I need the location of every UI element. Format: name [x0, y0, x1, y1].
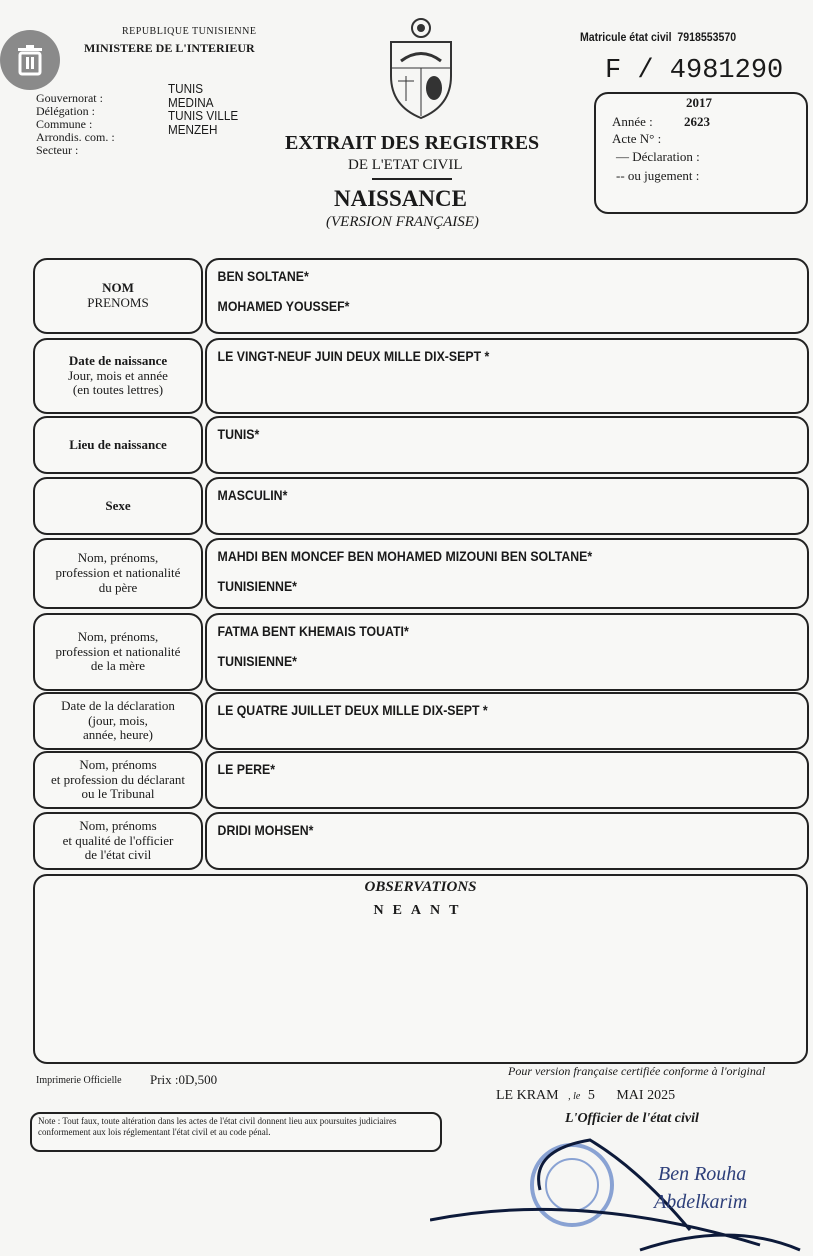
row-label-line: Nom, prénoms, [77, 628, 159, 644]
matricule-value: 7918553570 [677, 30, 737, 44]
row-value-line: DRIDI MOHSEN* [217, 822, 314, 838]
admin-values [168, 82, 238, 136]
arrondissement-value: MENZEH [168, 121, 218, 137]
svg-text:Abdelkarim: Abdelkarim [654, 1191, 748, 1213]
row-label-line: Sexe [105, 497, 131, 513]
row-label-line: Date de naissance [68, 352, 168, 368]
issue-day: 5 [587, 1088, 595, 1103]
row-label-line: profession et nationalité [55, 565, 181, 581]
issue-place: LE KRAM [496, 1088, 559, 1103]
issue-place-date [496, 1087, 675, 1105]
row-label [33, 751, 203, 809]
price: Prix :0D,500 [150, 1072, 218, 1087]
row-value-line: LE PERE* [217, 761, 276, 777]
row-label-line: ou le Tribunal [81, 786, 155, 802]
row-label-line: du père [98, 579, 138, 595]
officer-label: L'Officier de l'état civil [565, 1111, 699, 1126]
row-label [33, 613, 203, 691]
row-value [205, 258, 809, 334]
acte-box [594, 92, 808, 214]
row-label-line: PRENOMS [87, 295, 149, 310]
row-value [205, 751, 809, 809]
gouvernorat-value: TUNIS [168, 81, 204, 96]
title-etat-civil: DE L'ETAT CIVIL [348, 157, 463, 173]
serial-number: F / 4981290 [605, 56, 784, 86]
row-label-line: année, heure) [82, 727, 153, 743]
issue-month-year: MAI 2025 [616, 1088, 676, 1103]
row-value [205, 416, 809, 474]
matricule [580, 30, 736, 44]
observations-title: OBSERVATIONS [364, 879, 477, 895]
row-label [33, 538, 203, 609]
row-label-line: Nom, prénoms [79, 756, 157, 772]
row-value-line: LE VINGT-NEUF JUIN DEUX MILLE DIX-SEPT * [217, 348, 490, 364]
admin-labels [36, 82, 115, 157]
delete-button[interactable] [0, 30, 60, 90]
acte-label: Acte N° : [612, 131, 662, 146]
row-label-line: Nom, prénoms, [77, 550, 159, 566]
matricule-label: Matricule état civil [580, 30, 672, 44]
republic-label: REPUBLIQUE TUNISIENNE [122, 26, 257, 37]
acte-value: 2623 [684, 114, 710, 129]
le-label: , le [568, 1091, 581, 1102]
commune-label: Commune : [36, 117, 93, 131]
row-value [205, 613, 809, 691]
observations-value: NEANT [373, 903, 468, 918]
printer-label: Imprimerie Officielle [36, 1075, 122, 1086]
ministry-label: MINISTERE DE L'INTERIEUR [84, 41, 255, 55]
row-value-line: TUNISIENNE* [217, 653, 297, 669]
row-label-line: profession et nationalité [55, 643, 181, 659]
svg-text:Ben Rouha: Ben Rouha [658, 1163, 747, 1185]
row-label-line: NOM [102, 280, 134, 296]
title-divider [372, 178, 452, 180]
observations-box [33, 874, 808, 1064]
row-label [33, 477, 203, 535]
annee-label: Année : [612, 114, 653, 129]
arrondissement-label: Arrondis. com. : [36, 130, 115, 144]
row-label [33, 416, 203, 474]
legal-note: Note : Tout faux, toute altération dans les actes de l'état civil donnent lieu aux poursuites judiciaires conformement aux lois réglementant l'état civil et au code pénal. [30, 1112, 442, 1152]
row-value-line: MASCULIN* [217, 487, 288, 503]
row-label-line: Lieu de naissance [69, 436, 167, 452]
row-label-line: (en toutes lettres) [72, 382, 164, 398]
delegation-value: MEDINA [168, 94, 214, 110]
secteur-label: Secteur : [36, 143, 79, 157]
row-label [33, 812, 203, 870]
annee-value: 2017 [686, 95, 712, 110]
row-value [205, 692, 809, 750]
row-value-line: MAHDI BEN MONCEF BEN MOHAMED MIZOUNI BEN SOLTANE* [217, 548, 593, 564]
row-label-line: Jour, mois et année [68, 367, 168, 383]
row-label [33, 258, 203, 334]
row-label-line: Date de la déclaration [61, 697, 175, 713]
row-value [205, 338, 809, 414]
title-extrait: EXTRAIT DES REGISTRES [285, 132, 540, 154]
row-value [205, 477, 809, 535]
declaration-label: — Déclaration : [616, 149, 700, 164]
official-stamp-signature [430, 1130, 813, 1256]
certified-text: Pour version française certifiée conforme à l'original [508, 1064, 766, 1078]
row-label-line: (jour, mois, [88, 712, 148, 728]
row-label-line: Nom, prénoms [79, 817, 157, 833]
row-value-line: FATMA BENT KHEMAIS TOUATI* [217, 623, 409, 639]
title-naissance: NAISSANCE [334, 186, 467, 211]
delegation-label: Délégation : [36, 104, 95, 118]
row-label [33, 338, 203, 414]
row-value-line: TUNISIENNE* [217, 578, 297, 594]
row-label-line: et profession du déclarant [51, 771, 185, 787]
row-value-line: MOHAMED YOUSSEF* [217, 298, 350, 314]
coat-of-arms-emblem [386, 16, 456, 122]
row-label [33, 692, 203, 750]
row-label-line: de la mère [90, 658, 146, 674]
title-version: (VERSION FRANÇAISE) [326, 214, 479, 230]
row-value [205, 812, 809, 870]
gouvernorat-label: Gouvernorat : [36, 91, 103, 105]
trash-icon [16, 44, 44, 76]
row-label-line: et qualité de l'officier [62, 832, 174, 848]
row-value-line: TUNIS* [217, 426, 260, 442]
row-value [205, 538, 809, 609]
row-label-line: de l'état civil [84, 847, 152, 863]
jugement-label: -- ou jugement : [616, 168, 700, 183]
row-value-line: LE QUATRE JUILLET DEUX MILLE DIX-SEPT * [217, 702, 488, 718]
commune-value: TUNIS VILLE [168, 108, 239, 123]
row-value-line: BEN SOLTANE* [217, 268, 309, 284]
